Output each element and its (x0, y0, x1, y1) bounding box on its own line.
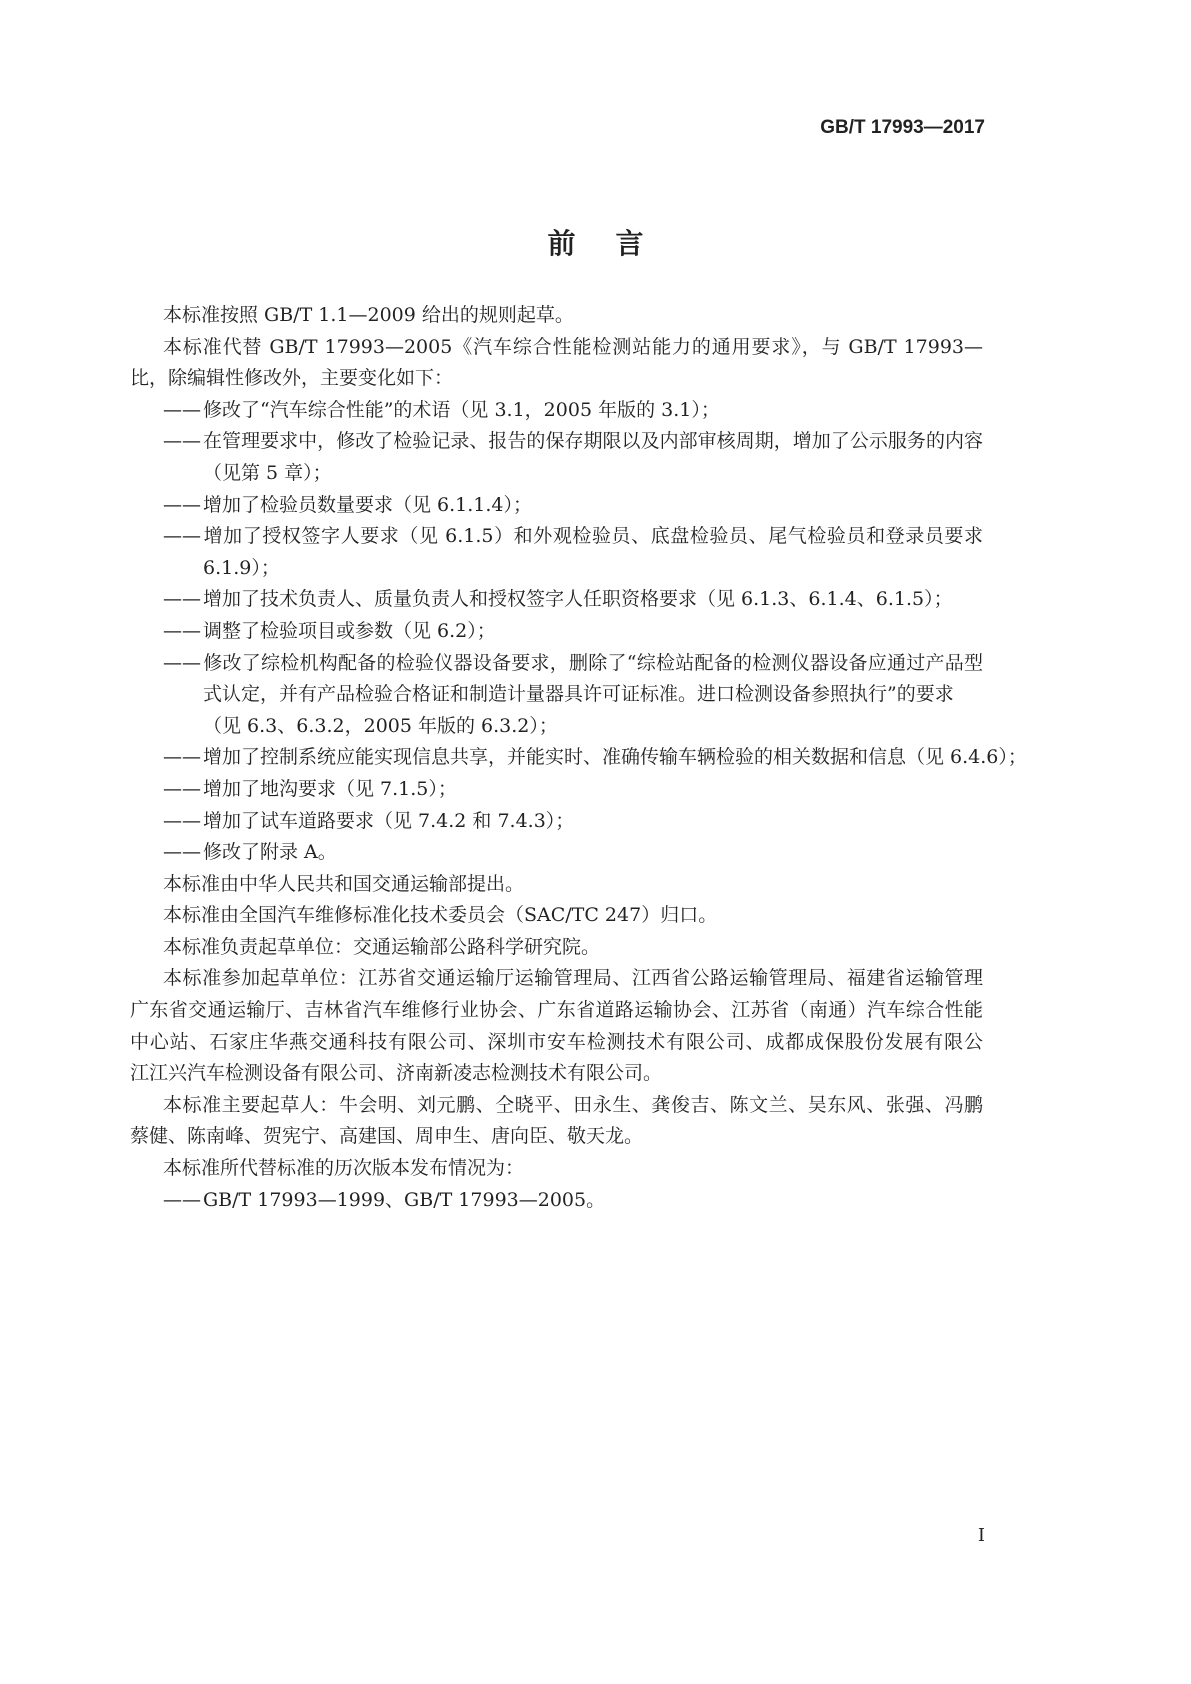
dash: —— (163, 809, 201, 832)
dash: —— (163, 525, 201, 548)
change-item-cont: 6.1.9）； (203, 556, 280, 579)
page-title: 前言 (547, 227, 684, 260)
change-item (130, 774, 983, 806)
change-text: 在管理要求中，修改了检验记录、报告的保存期限以及内部审核周期，增加了公示服务的内容 (203, 430, 983, 453)
paragraph-participants-cont: 中心站、石家庄华燕交通科技有限公司、深圳市安车检测技术有限公司、成都成保股份发展有限公 (130, 1030, 983, 1053)
dash: —— (163, 746, 201, 769)
change-item (130, 426, 983, 458)
change-text: 增加了技术负责人、质量负责人和授权签字人任职资格要求（见 6.1.3、6.1.4、6.1.5）； (203, 588, 953, 611)
dash: —— (163, 619, 201, 642)
change-item (130, 616, 983, 648)
change-text: 增加了试车道路要求（见 7.4.2 和 7.4.3）； (203, 809, 575, 832)
paragraph-proposed-by: 本标准由中华人民共和国交通运输部提出。 (163, 872, 525, 895)
dash: —— (163, 430, 201, 453)
change-text: 修改了综检机构配备的检验仪器设备要求，删除了“综检站配备的检测仪器设备应通过产品型 (203, 651, 983, 674)
paragraph-drafters: 本标准主要起草人：牛会明、刘元鹏、仝晓平、田永生、龚俊吉、陈文兰、吴东风、张强、冯鹏 (163, 1093, 983, 1116)
dash: —— (163, 588, 201, 611)
history-text: GB/T 17993—1999、GB/T 17993—2005。 (203, 1188, 606, 1211)
paragraph-drafters-cont: 蔡健、陈南峰、贺宪宁、高建国、周申生、唐向臣、敬天龙。 (130, 1125, 644, 1148)
dash: —— (163, 493, 201, 516)
change-text: 修改了附录 A。 (203, 841, 337, 864)
change-text: 增加了控制系统应能实现信息共享，并能实时、准确传输车辆检验的相关数据和信息（见 6.4.6）； (203, 746, 1027, 769)
dash: —— (163, 777, 201, 800)
paragraph-participants-cont: 广东省交通运输厅、吉林省汽车维修行业协会、广东省道路运输协会、江苏省（南通）汽车综合性能 (130, 999, 983, 1022)
change-item (130, 742, 1027, 774)
change-item (130, 490, 983, 522)
history-item (130, 1185, 983, 1217)
paragraph-participants-cont: 江江兴汽车检测设备有限公司、济南新凌志检测技术有限公司。 (130, 1062, 663, 1085)
change-item (130, 521, 983, 553)
paragraph-centralized-by: 本标准由全国汽车维修标准化技术委员会（SAC/TC 247）归口。 (163, 904, 718, 927)
dash: —— (163, 1188, 201, 1211)
paragraph-participants: 本标准参加起草单位：江苏省交通运输厅运输管理局、江西省公路运输管理局、福建省运输管理 (163, 967, 983, 990)
change-item (130, 648, 983, 680)
paragraph-history-intro: 本标准所代替标准的历次版本发布情况为： (163, 1157, 525, 1180)
dash: —— (163, 398, 201, 421)
change-text: 增加了地沟要求（见 7.1.5）； (203, 777, 457, 800)
paragraph-drafting-rules: 本标准按照 GB/T 1.1—2009 给出的规则起草。 (163, 304, 574, 326)
change-item (130, 584, 983, 616)
dash: —— (163, 651, 201, 674)
dash: —— (163, 841, 201, 864)
change-item (130, 837, 983, 869)
paragraph-replaces-cont: 比，除编辑性修改外，主要变化如下： (130, 367, 454, 390)
change-text: 增加了授权签字人要求（见 6.1.5）和外观检验员、底盘检验员、尾气检验员和登录员要求 (203, 525, 983, 548)
change-text: 调整了检验项目或参数（见 6.2）； (203, 619, 496, 642)
paragraph-replaces: 本标准代替 GB/T 17993—2005《汽车综合性能检测站能力的通用要求》，与 GB/T 17993— (163, 335, 983, 358)
standard-code: GB/T 17993—2017 (820, 117, 985, 138)
change-text: 增加了检验员数量要求（见 6.1.1.4）； (203, 493, 533, 516)
change-item (130, 806, 983, 838)
change-item-cont: 式认定，并有产品检验合格证和制造计量器具许可证标准。进口检测设备参照执行”的要求 (203, 683, 954, 706)
change-item (130, 395, 983, 427)
change-text: 修改了“汽车综合性能”的术语（见 3.1，2005 年版的 3.1）； (203, 398, 720, 421)
change-item-cont: （见 6.3、6.3.2，2005 年版的 6.3.2）； (203, 714, 558, 737)
page-number: I (977, 1525, 985, 1546)
foreword-body (130, 300, 1027, 1216)
change-item-cont: （见第 5 章）； (203, 461, 332, 484)
paragraph-drafting-unit: 本标准负责起草单位：交通运输部公路科学研究院。 (163, 935, 601, 958)
